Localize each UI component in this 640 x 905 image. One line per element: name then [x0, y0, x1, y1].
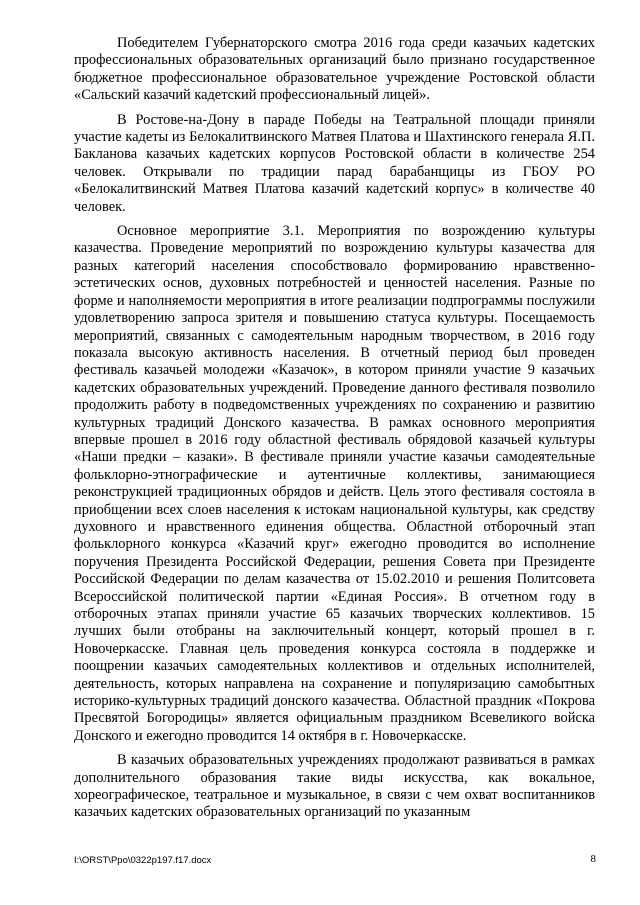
- page-number: 8: [590, 853, 596, 865]
- paragraph-culture-revival: Основное мероприятие 3.1. Мероприятия по возрождению культуры казачества. Проведение мероприятий по возрождению культуры казачества для разных категорий населения способствовало формированию нравственно-эстетических основ, духовных потребностей и ценностей населения. Разные по форме и наполняемости мероприятия в итоге реализации подпрограммы послужили удовлетворению запроса зрителя и повышению статуса культуры. Посещаемость мероприятий, связанных с самодеятельным народным творчеством, в 2016 году показала высокую активность населения. В отчетный период был проведен фестиваль казачьей молодежи «Казачок», в котором приняли участие 9 казачьих кадетских образовательных учреждений. Проведение данного фестиваля позволило продолжить работу в подведомственных учреждениях по сохранению и развитию культурных традиций Донского казачества. В рамках основного мероприятия впервые прошел в 2016 году областной фестиваль обрядовой казачьей культуры «Наши предки – казаки». В фестивале приняли участие казачьи самодеятельные фольклорно-этнографические и аутентичные коллективы, занимающиеся реконструкцией традиционных обрядов и действ. Цель этого фестиваля состояла в приобщении всех слоев населения к истокам национальной культуры, как средству духовного и нравственного единения общества. Областной отборочный этап фольклорного конкурса «Казачий круг» ежегодно проводится во исполнение поручения Президента Российской Федерации, решения Совета при Президенте Российской Федерации по делам казачества от 15.02.2010 и решения Политсовета Всероссийской политической партии «Единая Россия». В отчетном году в отборочных этапах приняли участие 65 казачьих творческих коллективов. 15 лучших были отобраны на заключительный концерт, который прошел в г. Новочеркасске. Главная цель проведения конкурса состояла в поддержке и поощрении казачьих самодеятельных коллективов и отдельных исполнителей, деятельность, которых направлена на сохранение и популяризацию самобытных историко-культурных традиций донского казачества. Областной праздник «Покрова Пресвятой Богородицы» является официальным праздником Всевеликого войска Донского и ежегодно проводится 14 октября в г. Новочеркасске.: [74, 223, 595, 744]
- paragraph-governor-review: Победителем Губернаторского смотра 2016 года среди казачьих кадетских профессиональных образовательных организаций было признано государственное бюджетное профессиональное образовательное учреждение Ростовской области «Сальский казачий кадетский профессиональный лицей».: [74, 35, 595, 104]
- footer-file-path: I:\ORST\Ppo\0322p197.f17.docx: [74, 855, 212, 866]
- paragraph-additional-education: В казачьих образовательных учреждениях продолжают развиваться в рамках дополнительного образования такие виды искусства, как вокальное, хореографическое, театральное и музыкальное, в связи с чем охват воспитанников казачьих кадетских образовательных организаций по указанным: [74, 752, 595, 821]
- document-body: [74, 35, 595, 829]
- paragraph-victory-parade: В Ростове-на-Дону в параде Победы на Театральной площади приняли участие кадеты из Белокалитвинского Матвея Платова и Шахтинского генерала Я.П. Бакланова казачьих кадетских корпусов Ростовской области в количестве 254 человек. Открывали по традиции парад барабанщицы из ГБОУ РО «Белокалитвинский Матвея Платова казачий кадетский корпус» в количестве 40 человек.: [74, 111, 595, 215]
